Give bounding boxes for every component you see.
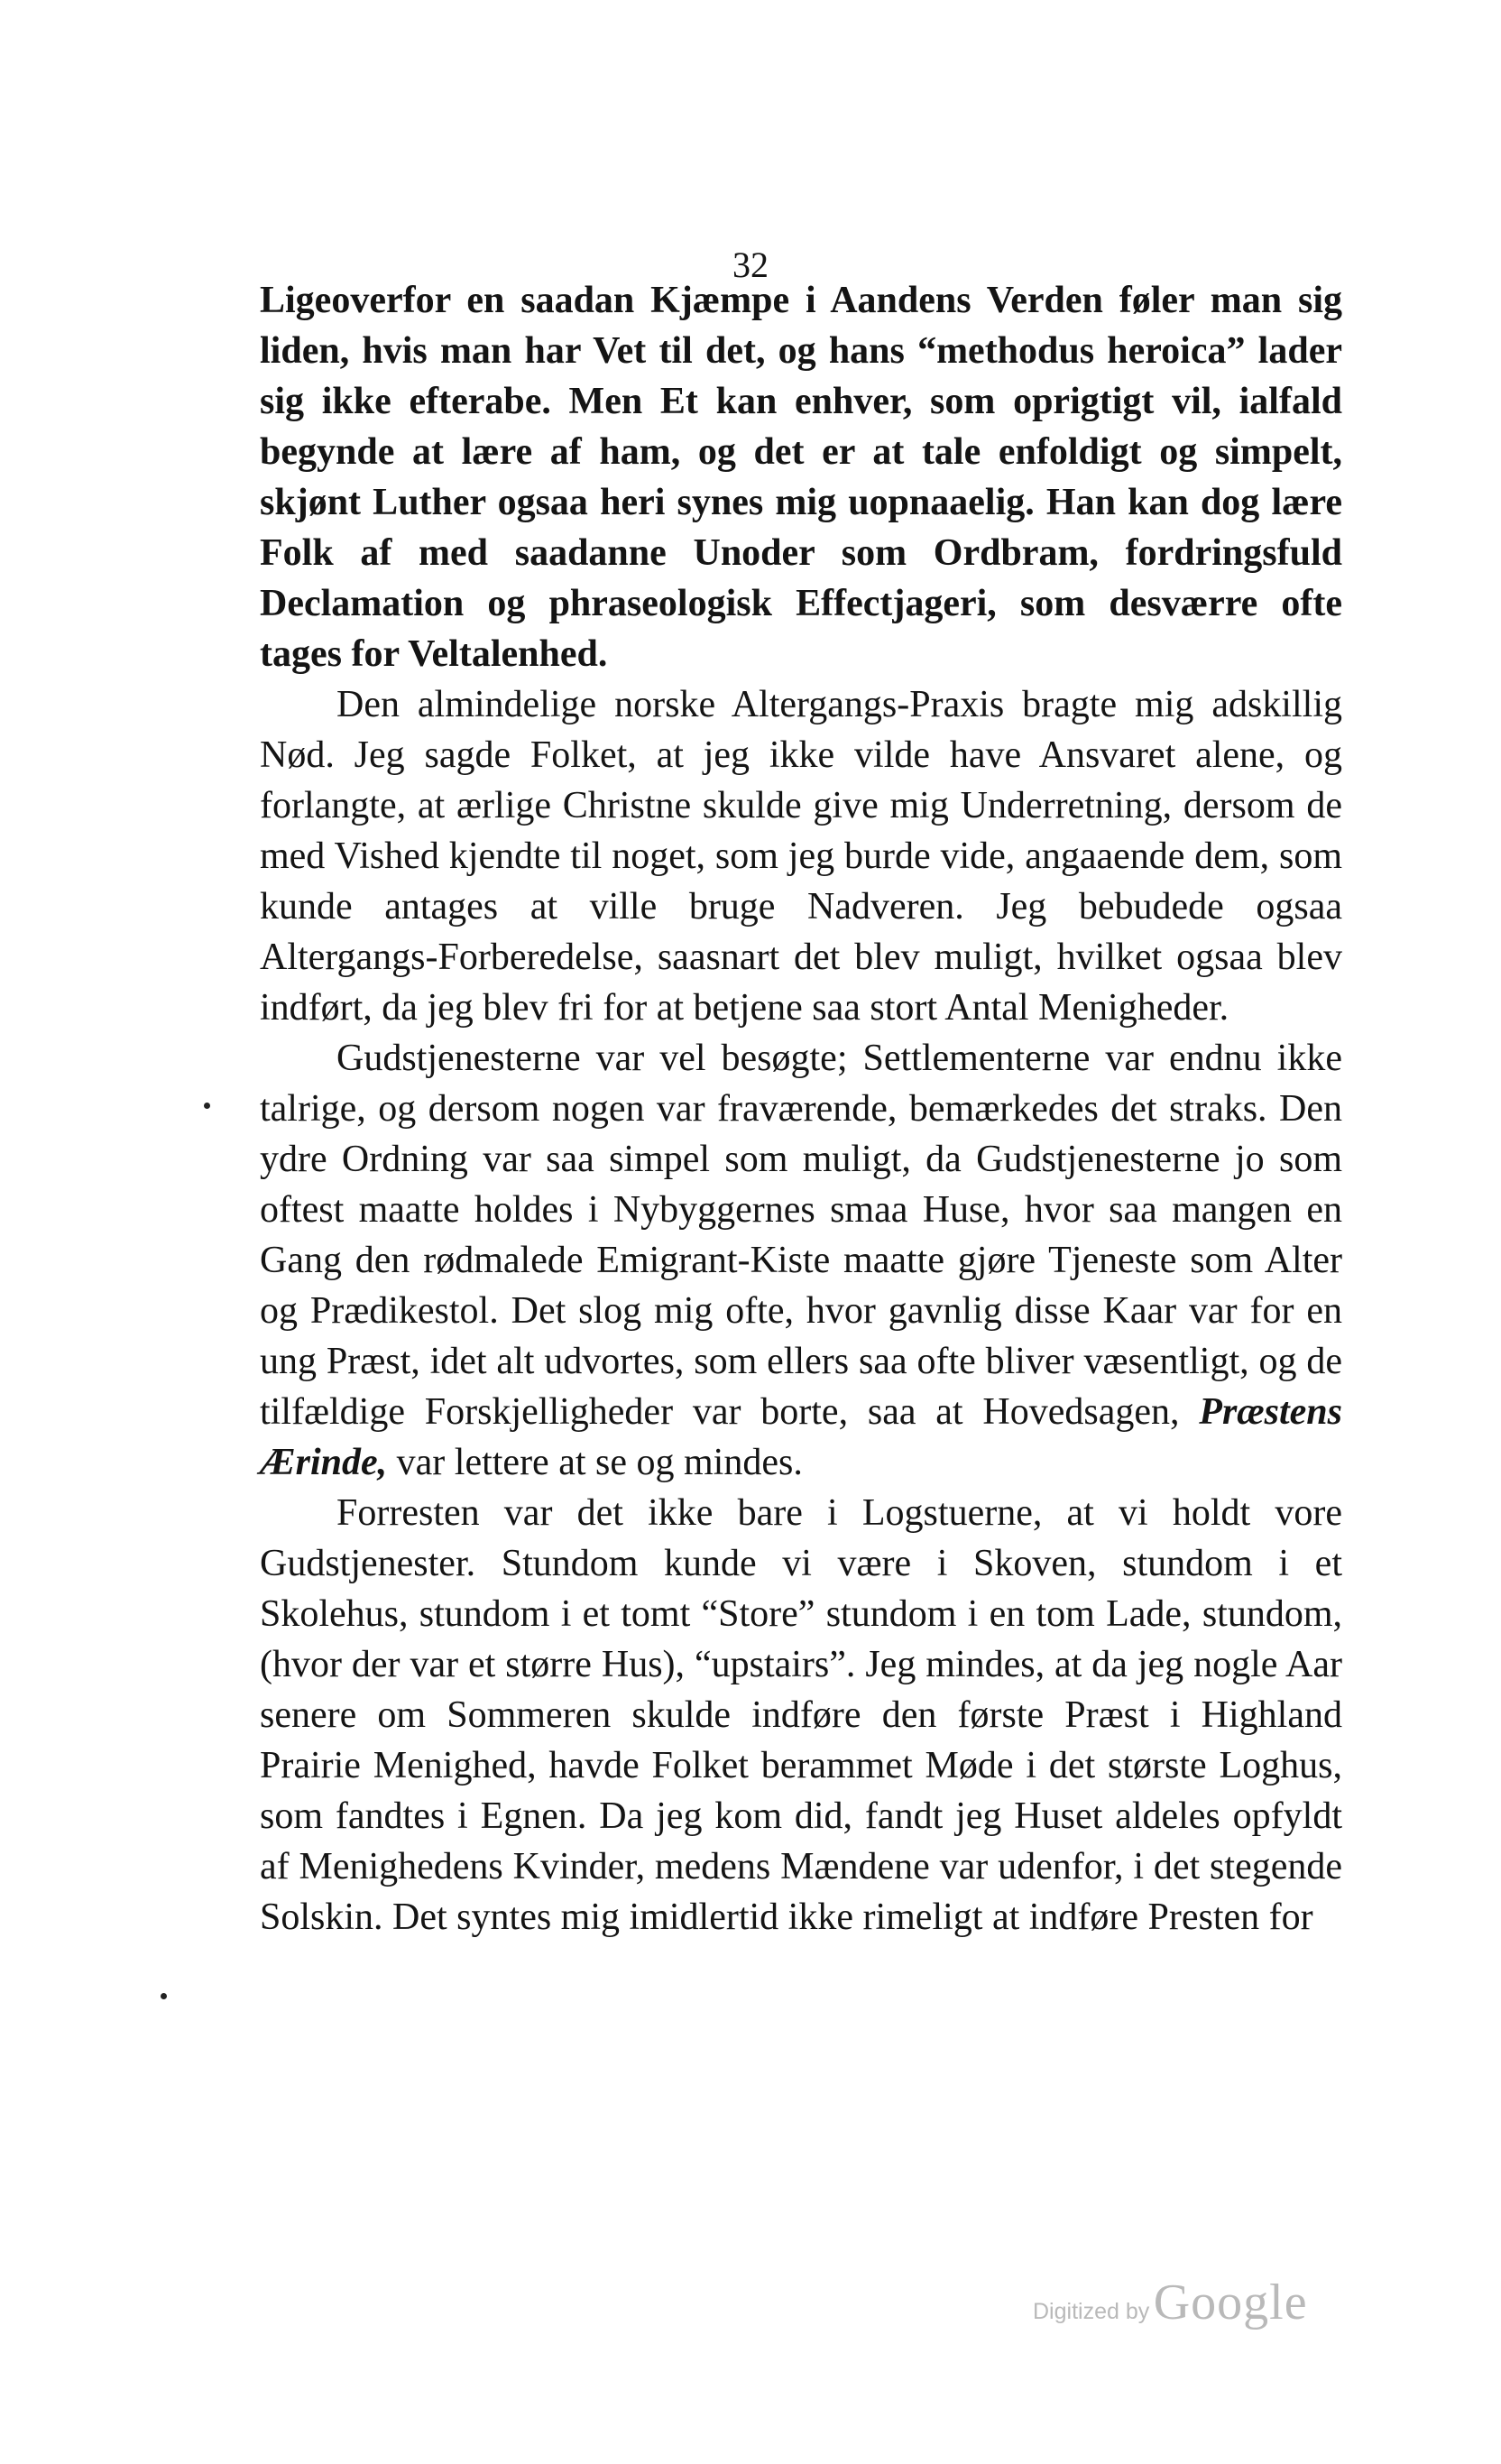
paragraph-3-text-after: var lettere at se og mindes. [387,1442,803,1483]
paragraph-3 [260,1033,1342,1488]
margin-dot-1 [204,1103,210,1109]
body-text [260,275,1342,1943]
page-number: 32 [732,245,769,285]
paragraph-1: Ligeoverfor en saadan Kjæmpe i Aandens Verden føler man sig liden, hvis man har Vet til det, og hans “methodus heroica” lader sig ikke efterabe. Men Et kan enhver, som oprigtigt vil, ialfald begynde at lære af ham, og det er at tale enfoldigt og simpelt, skjønt Luther ogsaa heri synes mig uopnaaelig. Han kan dog lære Folk af med saadanne Unoder som Ordbram, fordringsfuld Declamation og phraseologisk Effectjageri, som desværre ofte tages for Veltalenhed. [260,280,1342,675]
paragraph-2: Den almindelige norske Altergangs-Praxis bragte mig adskillig Nød. Jeg sagde Folket, at jeg ikke vilde have Ansvaret alene, og forlangte, at ærlige Christne skulde give mig Underretning, dersom de med Vished kjendte til noget, som jeg burde vide, angaaende dem, som kunde antages at ville bruge Nadveren. Jeg bebudede ogsaa Altergangs-Forberedelse, saasnart det blev muligt, hvilket ogsaa blev indført, da jeg blev fri for at betjene saa stort Antal Menigheder. [260,684,1342,1029]
paragraph-3-emphasis: Præstens Ærinde, [260,1391,1342,1483]
google-logo: Google [1153,2275,1308,2330]
digitized-watermark [1033,2274,1308,2331]
margin-dot-2 [161,1993,167,1999]
paragraph-4: Forresten var det ikke bare i Logstuerne, at vi holdt vore Gudstjenester. Stundom kunde vi være i Skoven, stundom i et Skolehus, stundom i et tomt “Store” stundom i en tom Lade, stundom, (hvor der var et større Hus), “upstairs”. Jeg mindes, at da jeg nogle Aar senere om Sommeren skulde indføre den første Præst i Highland Prairie Menighed, havde Folket berammet Møde i det største Loghus, som fandtes i Egnen. Da jeg kom did, fandt jeg Huset aldeles opfyldt af Menighedens Kvinder, medens Mændene var udenfor, i det stegende Solskin. Det syntes mig imidlertid ikke rimeligt at indføre Presten for [260,1492,1342,1938]
paragraph-3-text-before: Gudstjenesterne var vel besøgte; Settlementerne var endnu ikke talrige, og dersom nogen var fraværende, bemærkedes det straks. Den ydre Ordning var saa simpel som muligt, da Gudstjenesterne jo som oftest maatte holdes i Nybyggernes smaa Huse, hvor saa mangen en Gang den rødmalede Emigrant-Kiste maatte gjøre Tjeneste som Alter og Prædikestol. Det slog mig ofte, hvor gavnlig disse Kaar var for en ung Præst, idet alt udvortes, som ellers saa ofte bliver væsentligt, og de tilfældige Forskjelligheder var borte, saa at Hovedsagen, [260,1038,1342,1433]
watermark-prefix: Digitized by [1033,2299,1150,2324]
